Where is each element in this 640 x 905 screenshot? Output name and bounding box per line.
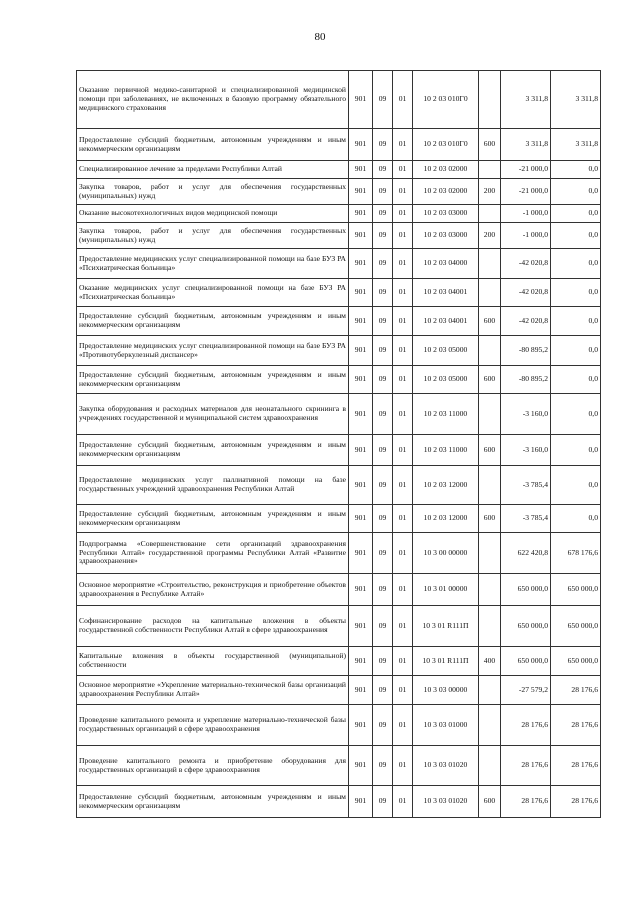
row-name: Подпрограмма «Совершенствование сети организаций здравоохранения Республики Алтай» государственной программы Республики Алтай «Развитие здравоохранения» <box>77 533 349 574</box>
row-sum-2: 650 000,0 <box>551 606 601 647</box>
row-target-article: 10 3 01 R111П <box>413 647 479 676</box>
row-grbs: 901 <box>349 676 373 705</box>
table-row <box>77 336 601 366</box>
row-podrazdel: 01 <box>393 179 413 205</box>
row-expense-type <box>479 279 501 307</box>
row-name: Оказание высокотехнологичных видов медицинской помощи <box>77 205 349 223</box>
row-sum-1: -21 000,0 <box>501 161 551 179</box>
row-sum-1: -1 000,0 <box>501 223 551 249</box>
table-row <box>77 505 601 533</box>
row-sum-2: 650 000,0 <box>551 574 601 606</box>
row-podrazdel: 01 <box>393 533 413 574</box>
row-name: Предоставление субсидий бюджетным, автономным учреждениям и иным некоммерческим организациям <box>77 435 349 466</box>
table-row <box>77 366 601 394</box>
table-row <box>77 705 601 746</box>
row-name: Оказание первичной медико-санитарной и специализированной медицинской помощи при заболеваниях, не включенных в базовую программу обязательного медицинского страхования <box>77 71 349 129</box>
row-sum-1: 28 176,6 <box>501 786 551 818</box>
row-expense-type <box>479 574 501 606</box>
row-target-article: 10 2 03 02000 <box>413 161 479 179</box>
row-razdel: 09 <box>373 606 393 647</box>
row-razdel: 09 <box>373 205 393 223</box>
row-podrazdel: 01 <box>393 647 413 676</box>
table-row <box>77 746 601 786</box>
row-target-article: 10 2 03 05000 <box>413 366 479 394</box>
row-razdel: 09 <box>373 394 393 435</box>
row-podrazdel: 01 <box>393 161 413 179</box>
row-razdel: 09 <box>373 676 393 705</box>
row-target-article: 10 2 03 04000 <box>413 249 479 279</box>
row-grbs: 901 <box>349 505 373 533</box>
row-expense-type <box>479 161 501 179</box>
row-razdel: 09 <box>373 71 393 129</box>
row-sum-2: 650 000,0 <box>551 647 601 676</box>
row-expense-type <box>479 249 501 279</box>
row-name: Софинансирование расходов на капитальные вложения в объекты государственной собственности Республики Алтай в сфере здравоохранения <box>77 606 349 647</box>
row-grbs: 901 <box>349 129 373 161</box>
row-podrazdel: 01 <box>393 307 413 336</box>
row-sum-2: 28 176,6 <box>551 676 601 705</box>
row-sum-2: 3 311,8 <box>551 129 601 161</box>
row-razdel: 09 <box>373 647 393 676</box>
table-row <box>77 161 601 179</box>
row-target-article: 10 3 01 R111П <box>413 606 479 647</box>
row-target-article: 10 3 03 01020 <box>413 786 479 818</box>
row-podrazdel: 01 <box>393 705 413 746</box>
row-sum-2: 0,0 <box>551 223 601 249</box>
row-podrazdel: 01 <box>393 606 413 647</box>
row-grbs: 901 <box>349 223 373 249</box>
row-sum-1: 3 311,8 <box>501 71 551 129</box>
table-row <box>77 307 601 336</box>
row-expense-type <box>479 606 501 647</box>
row-name: Основное мероприятие «Укрепление материально-технической базы организаций здравоохранения Республики Алтай» <box>77 676 349 705</box>
row-podrazdel: 01 <box>393 786 413 818</box>
row-razdel: 09 <box>373 574 393 606</box>
row-podrazdel: 01 <box>393 336 413 366</box>
row-grbs: 901 <box>349 336 373 366</box>
row-target-article: 10 3 03 01020 <box>413 746 479 786</box>
row-grbs: 901 <box>349 435 373 466</box>
row-sum-2: 3 311,8 <box>551 71 601 129</box>
row-razdel: 09 <box>373 336 393 366</box>
table-row <box>77 466 601 505</box>
row-sum-1: 622 420,8 <box>501 533 551 574</box>
row-grbs: 901 <box>349 179 373 205</box>
row-sum-2: 0,0 <box>551 366 601 394</box>
row-grbs: 901 <box>349 647 373 676</box>
table-row <box>77 647 601 676</box>
table-row <box>77 435 601 466</box>
row-target-article: 10 2 03 02000 <box>413 179 479 205</box>
row-name: Предоставление субсидий бюджетным, автономным учреждениям и иным некоммерческим организациям <box>77 786 349 818</box>
row-target-article: 10 2 03 04001 <box>413 279 479 307</box>
row-name: Капитальные вложения в объекты государственной (муниципальной) собственности <box>77 647 349 676</box>
table-row <box>77 205 601 223</box>
row-razdel: 09 <box>373 249 393 279</box>
row-sum-1: -1 000,0 <box>501 205 551 223</box>
row-grbs: 901 <box>349 466 373 505</box>
row-expense-type <box>479 746 501 786</box>
row-sum-2: 0,0 <box>551 466 601 505</box>
row-sum-1: 650 000,0 <box>501 574 551 606</box>
row-sum-1: -3 160,0 <box>501 435 551 466</box>
row-grbs: 901 <box>349 161 373 179</box>
row-sum-1: -21 000,0 <box>501 179 551 205</box>
table-row <box>77 249 601 279</box>
row-expense-type: 400 <box>479 647 501 676</box>
row-expense-type <box>479 71 501 129</box>
row-podrazdel: 01 <box>393 394 413 435</box>
row-podrazdel: 01 <box>393 676 413 705</box>
row-sum-2: 0,0 <box>551 279 601 307</box>
table-row <box>77 71 601 129</box>
row-podrazdel: 01 <box>393 279 413 307</box>
row-grbs: 901 <box>349 533 373 574</box>
row-grbs: 901 <box>349 249 373 279</box>
row-sum-1: -80 895,2 <box>501 336 551 366</box>
row-name: Специализированное лечение за пределами Республики Алтай <box>77 161 349 179</box>
row-grbs: 901 <box>349 366 373 394</box>
row-target-article: 10 2 03 010Г0 <box>413 71 479 129</box>
row-razdel: 09 <box>373 786 393 818</box>
row-expense-type: 600 <box>479 307 501 336</box>
row-expense-type: 600 <box>479 129 501 161</box>
row-podrazdel: 01 <box>393 71 413 129</box>
row-target-article: 10 2 03 05000 <box>413 336 479 366</box>
row-sum-1: -3 785,4 <box>501 466 551 505</box>
row-target-article: 10 2 03 11000 <box>413 435 479 466</box>
row-sum-2: 0,0 <box>551 249 601 279</box>
row-sum-2: 0,0 <box>551 205 601 223</box>
row-sum-2: 28 176,6 <box>551 746 601 786</box>
row-sum-2: 0,0 <box>551 161 601 179</box>
row-podrazdel: 01 <box>393 205 413 223</box>
row-target-article: 10 2 03 12000 <box>413 466 479 505</box>
row-sum-1: -42 020,8 <box>501 249 551 279</box>
row-sum-2: 0,0 <box>551 435 601 466</box>
row-name: Проведение капитального ремонта и приобретение оборудования для государственных организаций в сфере здравоохранения <box>77 746 349 786</box>
row-sum-2: 0,0 <box>551 179 601 205</box>
row-sum-1: -80 895,2 <box>501 366 551 394</box>
row-expense-type: 200 <box>479 223 501 249</box>
row-razdel: 09 <box>373 746 393 786</box>
row-name: Проведение капитального ремонта и укрепление материально-технической базы государственных организаций в сфере здравоохранения <box>77 705 349 746</box>
row-sum-1: 28 176,6 <box>501 705 551 746</box>
table-row <box>77 574 601 606</box>
table-body <box>77 71 601 818</box>
row-name: Оказание медицинских услуг специализированной помощи на базе БУЗ РА «Психиатрическая больница» <box>77 279 349 307</box>
row-razdel: 09 <box>373 223 393 249</box>
table-row <box>77 129 601 161</box>
row-expense-type: 600 <box>479 786 501 818</box>
row-podrazdel: 01 <box>393 366 413 394</box>
row-podrazdel: 01 <box>393 574 413 606</box>
row-name: Основное мероприятие «Строительство, реконструкция и приобретение объектов здравоохранения в Республике Алтай» <box>77 574 349 606</box>
row-podrazdel: 01 <box>393 223 413 249</box>
row-sum-1: -3 160,0 <box>501 394 551 435</box>
row-name: Закупка товаров, работ и услуг для обеспечения государственных (муниципальных) нужд <box>77 179 349 205</box>
row-sum-1: -42 020,8 <box>501 279 551 307</box>
row-grbs: 901 <box>349 71 373 129</box>
row-expense-type <box>479 676 501 705</box>
row-podrazdel: 01 <box>393 249 413 279</box>
row-target-article: 10 3 00 00000 <box>413 533 479 574</box>
row-podrazdel: 01 <box>393 466 413 505</box>
row-sum-1: 650 000,0 <box>501 647 551 676</box>
row-sum-2: 0,0 <box>551 336 601 366</box>
row-target-article: 10 2 03 04001 <box>413 307 479 336</box>
row-expense-type: 200 <box>479 179 501 205</box>
row-target-article: 10 2 03 11000 <box>413 394 479 435</box>
row-expense-type <box>479 466 501 505</box>
table-row <box>77 223 601 249</box>
row-razdel: 09 <box>373 179 393 205</box>
row-name: Закупка оборудования и расходных материалов для неонатального скрининга в учреждениях государственной и муниципальной систем здравоохранения <box>77 394 349 435</box>
row-razdel: 09 <box>373 279 393 307</box>
table-row <box>77 179 601 205</box>
row-razdel: 09 <box>373 161 393 179</box>
row-name: Предоставление медицинских услуг специализированной помощи на базе БУЗ РА «Психиатрическая больница» <box>77 249 349 279</box>
row-name: Предоставление субсидий бюджетным, автономным учреждениям и иным некоммерческим организациям <box>77 129 349 161</box>
row-sum-2: 28 176,6 <box>551 705 601 746</box>
row-expense-type <box>479 394 501 435</box>
row-sum-1: -3 785,4 <box>501 505 551 533</box>
row-name: Предоставление субсидий бюджетным, автономным учреждениям и иным некоммерческим организациям <box>77 505 349 533</box>
row-expense-type <box>479 336 501 366</box>
row-grbs: 901 <box>349 786 373 818</box>
row-sum-1: -27 579,2 <box>501 676 551 705</box>
row-grbs: 901 <box>349 279 373 307</box>
row-sum-2: 0,0 <box>551 505 601 533</box>
table-row <box>77 606 601 647</box>
row-razdel: 09 <box>373 307 393 336</box>
table-row <box>77 786 601 818</box>
row-grbs: 901 <box>349 606 373 647</box>
row-razdel: 09 <box>373 505 393 533</box>
row-target-article: 10 3 03 01000 <box>413 705 479 746</box>
row-grbs: 901 <box>349 205 373 223</box>
row-name: Предоставление медицинских услуг паллиативной помощи на базе государственных учреждений здравоохранения Республики Алтай <box>77 466 349 505</box>
row-grbs: 901 <box>349 394 373 435</box>
table-row <box>77 533 601 574</box>
row-podrazdel: 01 <box>393 435 413 466</box>
row-sum-2: 0,0 <box>551 307 601 336</box>
row-sum-2: 0,0 <box>551 394 601 435</box>
row-expense-type: 600 <box>479 505 501 533</box>
row-expense-type <box>479 705 501 746</box>
row-target-article: 10 3 01 00000 <box>413 574 479 606</box>
row-expense-type: 600 <box>479 366 501 394</box>
table-row <box>77 279 601 307</box>
row-expense-type <box>479 533 501 574</box>
row-grbs: 901 <box>349 705 373 746</box>
row-sum-1: 28 176,6 <box>501 746 551 786</box>
row-name: Предоставление медицинских услуг специализированной помощи на базе БУЗ РА «Противотуберкулезный диспансер» <box>77 336 349 366</box>
row-target-article: 10 3 03 00000 <box>413 676 479 705</box>
row-target-article: 10 2 03 12000 <box>413 505 479 533</box>
row-razdel: 09 <box>373 129 393 161</box>
row-razdel: 09 <box>373 435 393 466</box>
row-podrazdel: 01 <box>393 129 413 161</box>
row-razdel: 09 <box>373 705 393 746</box>
row-grbs: 901 <box>349 307 373 336</box>
row-sum-1: -42 020,8 <box>501 307 551 336</box>
row-name: Предоставление субсидий бюджетным, автономным учреждениям и иным некоммерческим организациям <box>77 307 349 336</box>
budget-table <box>76 70 601 818</box>
row-grbs: 901 <box>349 746 373 786</box>
row-podrazdel: 01 <box>393 505 413 533</box>
row-target-article: 10 2 03 03000 <box>413 223 479 249</box>
row-sum-2: 28 176,6 <box>551 786 601 818</box>
row-sum-1: 3 311,8 <box>501 129 551 161</box>
row-target-article: 10 2 03 010Г0 <box>413 129 479 161</box>
row-grbs: 901 <box>349 574 373 606</box>
row-name: Закупка товаров, работ и услуг для обеспечения государственных (муниципальных) нужд <box>77 223 349 249</box>
row-sum-1: 650 000,0 <box>501 606 551 647</box>
page-number: 80 <box>314 31 326 43</box>
row-sum-2: 678 176,6 <box>551 533 601 574</box>
table-row <box>77 676 601 705</box>
row-name: Предоставление субсидий бюджетным, автономным учреждениям и иным некоммерческим организациям <box>77 366 349 394</box>
row-razdel: 09 <box>373 533 393 574</box>
row-razdel: 09 <box>373 466 393 505</box>
row-razdel: 09 <box>373 366 393 394</box>
table-row <box>77 394 601 435</box>
row-expense-type <box>479 205 501 223</box>
row-expense-type: 600 <box>479 435 501 466</box>
row-podrazdel: 01 <box>393 746 413 786</box>
row-target-article: 10 2 03 03000 <box>413 205 479 223</box>
